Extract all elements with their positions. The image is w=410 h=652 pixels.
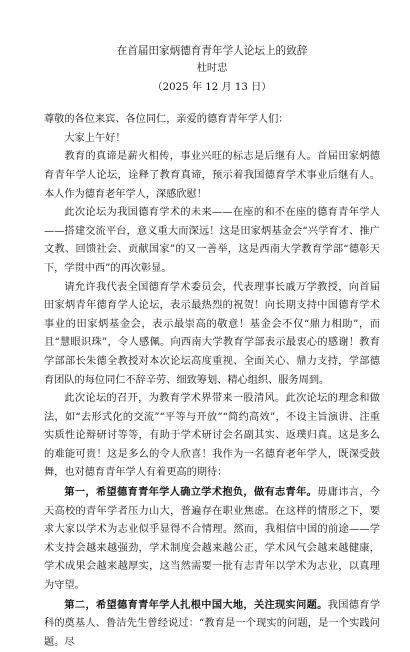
paragraph-first-hope	[44, 483, 380, 596]
paragraph-text: 此次论坛为我国德育学术的未来——在座的和不在座的德育青年学人——搭建交流平台，意义重大而深远！这是田家炳基金会“兴学育才、推广文教、回馈社会、贡献国家”的又一善举，这是西南大学教育学部“德彰天下，学贯中西”的再次彰显。	[44, 207, 380, 274]
speech-date: （2025 年 12 月 13 日）	[152, 81, 272, 93]
paragraph-intro	[44, 148, 380, 204]
paragraph-thanks	[44, 279, 380, 391]
paragraph-lead: 第二，希望德育青年学人扎根中国大地，关注现实问题。	[64, 598, 328, 611]
speech-title: 在首届田家炳德育青年学人论坛上的致辞	[116, 45, 308, 57]
paragraph-greeting	[44, 130, 380, 149]
paragraph-significance	[44, 204, 380, 278]
paragraph-text: 我国德育学科的奠基人、鲁洁先生曾经说过：“教育是一个现实的问题，是一个实践问题。尽	[44, 599, 381, 648]
paragraph-text: 请允许我代表全国德育学术委员会，代表理事长戚万学教授，向首届田家炳青年德育学人论坛，表示最热烈的祝贺！向长期支持中国德育学术事业的田家炳基金会，表示最崇高的敬意！基金会不仅“鼎力相助”，而且“慧眼识珠”，令人感佩。向西南大学教育学部表示最衷心的感谢！教育学部部长朱德全教授对本次论坛高度重视、全面关心、鼎力支持，学部德育团队的每位同仁不辞辛劳、细致筹划、精心组织、服务周到。	[44, 281, 380, 386]
paragraph-text: 教育的真谛是薪火相传，事业兴旺的标志是后继有人。首届田家炳德育青年学人论坛，诠释了教育真谛，预示着我国德育学术事业后继有人。本人作为德育老年学人，深感欣慰！	[44, 151, 380, 200]
salutation: 尊敬的各位来宾、各位同仁，亲爱的德育青年学人们：	[44, 114, 289, 126]
paragraph-text: 此次论坛的召开，为教育学术界带来一股清风。此次论坛的理念和做法，如“去形式化的交流”“平等与开放”“简约高效”，不设主旨演讲、注重实质性论辩研讨等等，有助于学术研讨会名副其实、返璞归真。这是多么的难能可贵！这是多么的令人欣喜！我作为一名德育老年学人，既深受鼓舞，也对德育青年学人有着更高的期待：	[44, 393, 380, 479]
paragraph-text: 大家上午好！	[64, 132, 126, 144]
paragraph-expectations	[44, 390, 380, 483]
paragraph-lead: 第一，希望德育青年学人确立学术抱负，做有志青年。	[64, 486, 318, 499]
paragraph-second-hope	[44, 596, 380, 652]
speech-author: 杜时忠	[196, 63, 228, 74]
paragraph-text: 毋庸讳言，今天高校的青年学者压力山大，普遍存在职业焦虑。在这样的情形之下，要求大家以学术为志业似乎显得不合情理。然而，我相信中国的前途——学术支持会越来越强劲，学术制度会越来越公正，学术风气会越来越健康，学术成果会越来越厚实，这当然需要一批有志青年以学术为志业，以真理为守望。	[44, 487, 381, 592]
